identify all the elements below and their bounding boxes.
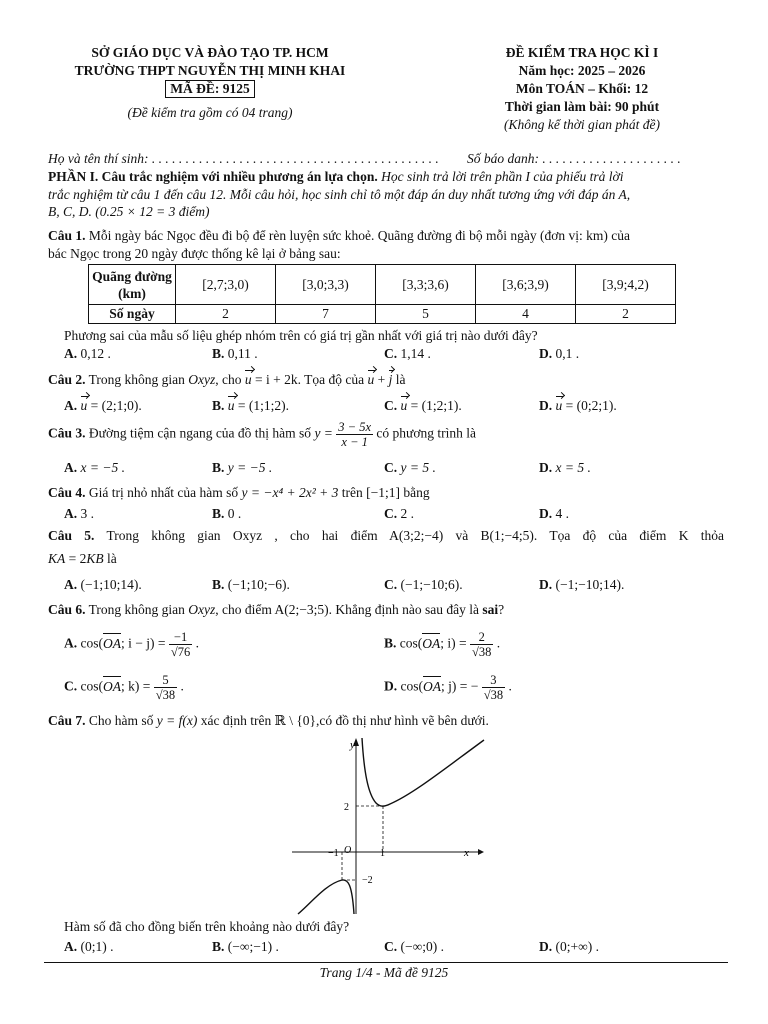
q2-label: Câu 2. — [48, 372, 86, 387]
q5-text: Trong không gian Oxyz , cho hai điểm A(3;2;−4) và B(1;−4;5). Tọa độ của điểm K thỏa — [106, 528, 724, 543]
vector-oa: OA — [423, 676, 441, 696]
vector-oa: OA — [103, 676, 121, 696]
option-text: cos( — [80, 678, 103, 694]
option-text: 0 . — [227, 506, 242, 521]
q6-label: Câu 6. — [48, 602, 86, 617]
pages-note: (Đề kiểm tra gồm có 04 trang) — [127, 105, 293, 120]
school-year: Năm học: 2025 – 2026 — [518, 63, 646, 78]
x-axis-label: x — [464, 847, 469, 859]
table-header-days: Số ngày — [89, 305, 176, 324]
q3-text: Đường tiệm cận ngang của đồ thị hàm số — [88, 425, 312, 441]
option-text: (0;1) . — [80, 939, 114, 954]
option-text: (−1;10;14). — [80, 577, 142, 592]
exam-code: MÃ ĐỀ: 9125 — [165, 80, 255, 98]
q7-text: xác định trên — [200, 713, 272, 728]
q7-option-b[interactable]: B. (−∞;−1) . — [212, 939, 279, 954]
q3-numerator: 3 − 5x — [338, 420, 372, 434]
vector-oa: OA — [422, 633, 440, 653]
header-left — [40, 44, 380, 122]
option-fraction — [154, 673, 177, 702]
q7-option-d[interactable]: D. (0;+∞) . — [539, 939, 599, 954]
option-fraction — [169, 630, 192, 659]
fraction-denominator: √76 — [170, 645, 191, 659]
function-graph — [288, 732, 488, 916]
question-1 — [48, 227, 726, 262]
option-text: (−∞;−1) . — [227, 939, 279, 954]
fraction-denominator: √38 — [472, 645, 492, 659]
q5-option-d[interactable]: D. (−1;−10;14). — [539, 577, 625, 592]
table-row — [89, 265, 676, 305]
option-text: x = −5 . — [80, 460, 125, 475]
page-footer: Trang 1/4 - Mã đề 9125 — [319, 965, 449, 980]
q5-label: Câu 5. — [48, 528, 95, 543]
q6-keyword-sai: sai — [482, 602, 499, 617]
q2-option-b[interactable]: B. u = (1;1;2). — [212, 398, 289, 413]
option-text: ; i − j) = — [121, 635, 166, 651]
table-cell: [3,3;3,6) — [376, 265, 476, 305]
q4-label: Câu 4. — [48, 485, 86, 500]
fraction-numerator: 3 — [482, 673, 505, 688]
option-text: (−1;−10;14). — [555, 577, 625, 592]
question-6: Câu 6. Trong không gian Oxyz, cho điểm A(2;−3;5). Khẳng định nào sau đây là sai? — [48, 602, 505, 617]
q4-function: y = −x⁴ + 2x² + 3 — [241, 485, 339, 500]
fraction-numerator: −1 — [169, 630, 192, 645]
question-4 — [48, 484, 430, 502]
option-text: (−∞;0) . — [400, 939, 444, 954]
q7-question: Hàm số đã cho đồng biến trên khoảng nào dưới đây? — [64, 919, 350, 934]
part1-title: PHẦN I. Câu trắc nghiệm với nhiều phương án lựa chọn. — [48, 169, 378, 184]
part1-instructions — [48, 168, 724, 221]
fraction-denominator: √38 — [155, 688, 176, 702]
option-text: = (1;1;2). — [237, 398, 289, 413]
q5-option-a[interactable]: A. (−1;10;14). — [64, 577, 142, 592]
option-text: 3 . — [80, 506, 94, 521]
q2-option-d[interactable]: D. u = (0;2;1). — [539, 398, 617, 413]
q5-option-b[interactable]: B. (−1;10;−6). — [212, 577, 290, 592]
q3-option-b[interactable]: B. y = −5 . — [212, 460, 273, 475]
exam-title: ĐỀ KIỂM TRA HỌC KÌ I — [505, 45, 659, 60]
table-row — [89, 305, 676, 324]
exam-time: Thời gian làm bài: 90 phút — [504, 99, 660, 114]
q4-text: Giá trị nhỏ nhất của hàm số — [88, 485, 239, 500]
option-text: (−1;−10;6). — [400, 577, 463, 592]
q4-text: trên [−1;1] bằng — [341, 485, 430, 500]
table-cell: [3,0;3,3) — [276, 265, 376, 305]
q6-option-a[interactable]: A. cos(OA; i − j) = $\frac{-1}{√76}$ . — [64, 630, 199, 659]
q6-option-d[interactable]: D. cos(OA; j) = − $\frac{3}{√38}$ . — [384, 673, 512, 702]
q6-option-b[interactable]: B. cos(OA; i) = $\frac{2}{√38}$ . — [384, 630, 501, 659]
q2-eq: = i + 2k — [255, 372, 298, 387]
q3-fraction — [336, 420, 373, 449]
part1-instr1: Học sinh trả lời trên phần I của phiếu trả lời — [381, 169, 624, 184]
option-text: 0,11 . — [227, 346, 258, 361]
option-text: 4 . — [555, 506, 569, 521]
y-axis-label: y — [350, 739, 355, 751]
q3-text: có phương trình là — [376, 425, 476, 441]
q7-text: Cho hàm số — [88, 713, 154, 728]
option-text: (0;+∞) . — [555, 939, 599, 954]
q5-option-c[interactable]: C. (−1;−10;6). — [384, 577, 463, 592]
q1-label: Câu 1. — [48, 228, 86, 243]
footer-divider — [44, 962, 728, 963]
option-text: ; k) = — [121, 678, 151, 694]
fraction-denominator: √38 — [483, 688, 504, 702]
q7-function: y = f(x) — [156, 713, 198, 728]
vector-oa: OA — [103, 633, 121, 653]
subject: Môn TOÁN – Khối: 12 — [515, 81, 649, 96]
student-name-field: Họ và tên thí sinh: . . . . . . . . . . . . . . . . . . . . . . . . . . . . . . . . . . . . . . . . . . . — [48, 151, 439, 166]
q1-option-a[interactable]: A. 0,12 . — [64, 346, 111, 361]
option-text: = (2;1;0). — [90, 398, 142, 413]
origin-label: O — [344, 845, 352, 856]
option-text: 2 . — [400, 506, 414, 521]
tick-label-2: 2 — [344, 802, 349, 813]
q6-option-c[interactable]: C. cos(OA; k) = $\frac{5}{√38}$ . — [64, 673, 184, 702]
q4-option-d[interactable]: D. 4 . — [539, 506, 569, 521]
option-text: cos( — [399, 635, 423, 651]
q2-option-a[interactable]: A. u = (2;1;0). — [64, 398, 142, 413]
table-cell: 7 — [276, 305, 376, 324]
q2-option-c[interactable]: C. u = (1;2;1). — [384, 398, 462, 413]
q7-domain: ℝ \ {0} — [274, 713, 317, 728]
time-note: (Không kể thời gian phát đề) — [503, 117, 661, 132]
option-text: cos( — [400, 678, 423, 694]
q7-option-a[interactable]: A. (0;1) . — [64, 939, 114, 954]
question-3: Câu 3. Đường tiệm cận ngang của đồ thị hàm số y = $\frac{3 - 5x}{x - 1}$ có phương trình là — [48, 420, 476, 449]
q6-text: , cho điểm A(2;−3;5). Khẳng định nào sau đây là — [215, 602, 479, 617]
q3-option-c[interactable]: C. y = 5 . — [384, 460, 436, 475]
q1-option-c[interactable]: C. 1,14 . — [384, 346, 431, 361]
tick-label-1: 1 — [380, 848, 385, 859]
q2-text: . Tọa độ của — [297, 372, 365, 387]
table-cell: [3,6;3,9) — [476, 265, 576, 305]
q6-space: Oxyz — [188, 602, 216, 617]
vector-u: u — [367, 372, 375, 387]
part1-instr3: B, C, D. (0.25 × 12 = 3 điểm) — [48, 204, 210, 220]
q3-label: Câu 3. — [48, 425, 86, 441]
q5-text: là — [107, 550, 117, 566]
table-cell: 5 — [376, 305, 476, 324]
department-name: SỞ GIÁO DỤC VÀ ĐÀO TẠO TP. HCM — [91, 45, 329, 60]
option-text: (−1;10;−6). — [227, 577, 290, 592]
option-text: cos( — [80, 635, 103, 651]
school-name: TRƯỜNG THPT NGUYỄN THỊ MINH KHAI — [74, 63, 346, 78]
q4-option-c[interactable]: C. 2 . — [384, 506, 414, 521]
table-cell: [2,7;3,0) — [176, 265, 276, 305]
part1-instr2: trắc nghiệm từ câu 1 đến câu 12. Mỗi câu hỏi, học sinh chỉ tô một đáp án duy nhất tương ứng với đáp án A, — [48, 186, 631, 202]
q1-option-d[interactable]: D. 0,1 . — [539, 346, 580, 361]
graph-curve-right — [362, 738, 484, 806]
student-id-field: Số báo danh: . . . . . . . . . . . . . . . . . . . . . — [467, 151, 681, 166]
q2-space: Oxyz — [188, 372, 216, 387]
vector-j: j — [388, 372, 393, 387]
q5-eq: = 2 — [68, 550, 87, 566]
graph-curve-left — [298, 880, 354, 914]
question-2: Câu 2. Trong không gian Oxyz, cho u = i + 2k. Tọa độ của u + j là — [48, 372, 406, 387]
q1-option-b[interactable]: B. 0,11 . — [212, 346, 258, 361]
table-header-distance: Quãng đường (km) — [89, 265, 176, 305]
option-text: x = 5 . — [555, 460, 591, 475]
q1-text2: bác Ngọc trong 20 ngày được thống kê lại ở bảng sau: — [48, 245, 341, 261]
question-7 — [48, 712, 489, 730]
question-5 — [48, 527, 724, 567]
q4-option-a[interactable]: A. 3 . — [64, 506, 94, 521]
q3-option-d[interactable]: D. x = 5 . — [539, 460, 591, 475]
table-cell: 2 — [576, 305, 676, 324]
option-text: ; j) = − — [441, 678, 479, 694]
q7-option-c[interactable]: C. (−∞;0) . — [384, 939, 444, 954]
tick-label-minus2: −2 — [362, 875, 373, 886]
option-fraction — [470, 630, 493, 659]
fraction-numerator: 5 — [154, 673, 177, 688]
q1-text1: Mỗi ngày bác Ngọc đều đi bộ để rèn luyện sức khoẻ. Quãng đường đi bộ mỗi ngày (đơn vị: km) của — [88, 228, 630, 243]
option-text: y = −5 . — [227, 460, 273, 475]
option-text: y = 5 . — [400, 460, 436, 475]
tick-label-minus1: −1 — [328, 848, 339, 859]
table-cell: 4 — [476, 305, 576, 324]
option-text: 0,1 . — [555, 346, 580, 361]
fraction-numerator: 2 — [470, 630, 493, 645]
option-text: 1,14 . — [400, 346, 431, 361]
frequency-table — [88, 264, 676, 324]
x-axis-arrow — [478, 849, 484, 855]
option-text: ; i) = — [440, 635, 467, 651]
table-cell: 2 — [176, 305, 276, 324]
q4-option-b[interactable]: B. 0 . — [212, 506, 242, 521]
option-text: = (0;2;1). — [565, 398, 617, 413]
q2-text: Trong không gian — [88, 372, 185, 387]
vector-u: u — [244, 372, 252, 387]
option-text: = (1;2;1). — [410, 398, 462, 413]
q3-option-a[interactable]: A. x = −5 . — [64, 460, 125, 475]
header-right — [432, 44, 732, 134]
option-text: 0,12 . — [80, 346, 111, 361]
table-cell: [3,9;4,2) — [576, 265, 676, 305]
q2-text: , cho — [215, 372, 242, 387]
q6-text: Trong không gian — [88, 602, 185, 617]
q7-text: ,có đồ thị như hình vẽ bên dưới. — [316, 713, 489, 728]
q5-ka: KA — [48, 550, 66, 566]
q2-text: là — [395, 372, 406, 387]
option-fraction — [482, 673, 505, 702]
q1-question: Phương sai của mẫu số liệu ghép nhóm trên có giá trị gần nhất với giá trị nào dưới đây? — [64, 328, 538, 343]
q5-kb: KB — [86, 550, 104, 566]
q3-denominator: x − 1 — [341, 435, 368, 449]
q7-label: Câu 7. — [48, 713, 86, 728]
